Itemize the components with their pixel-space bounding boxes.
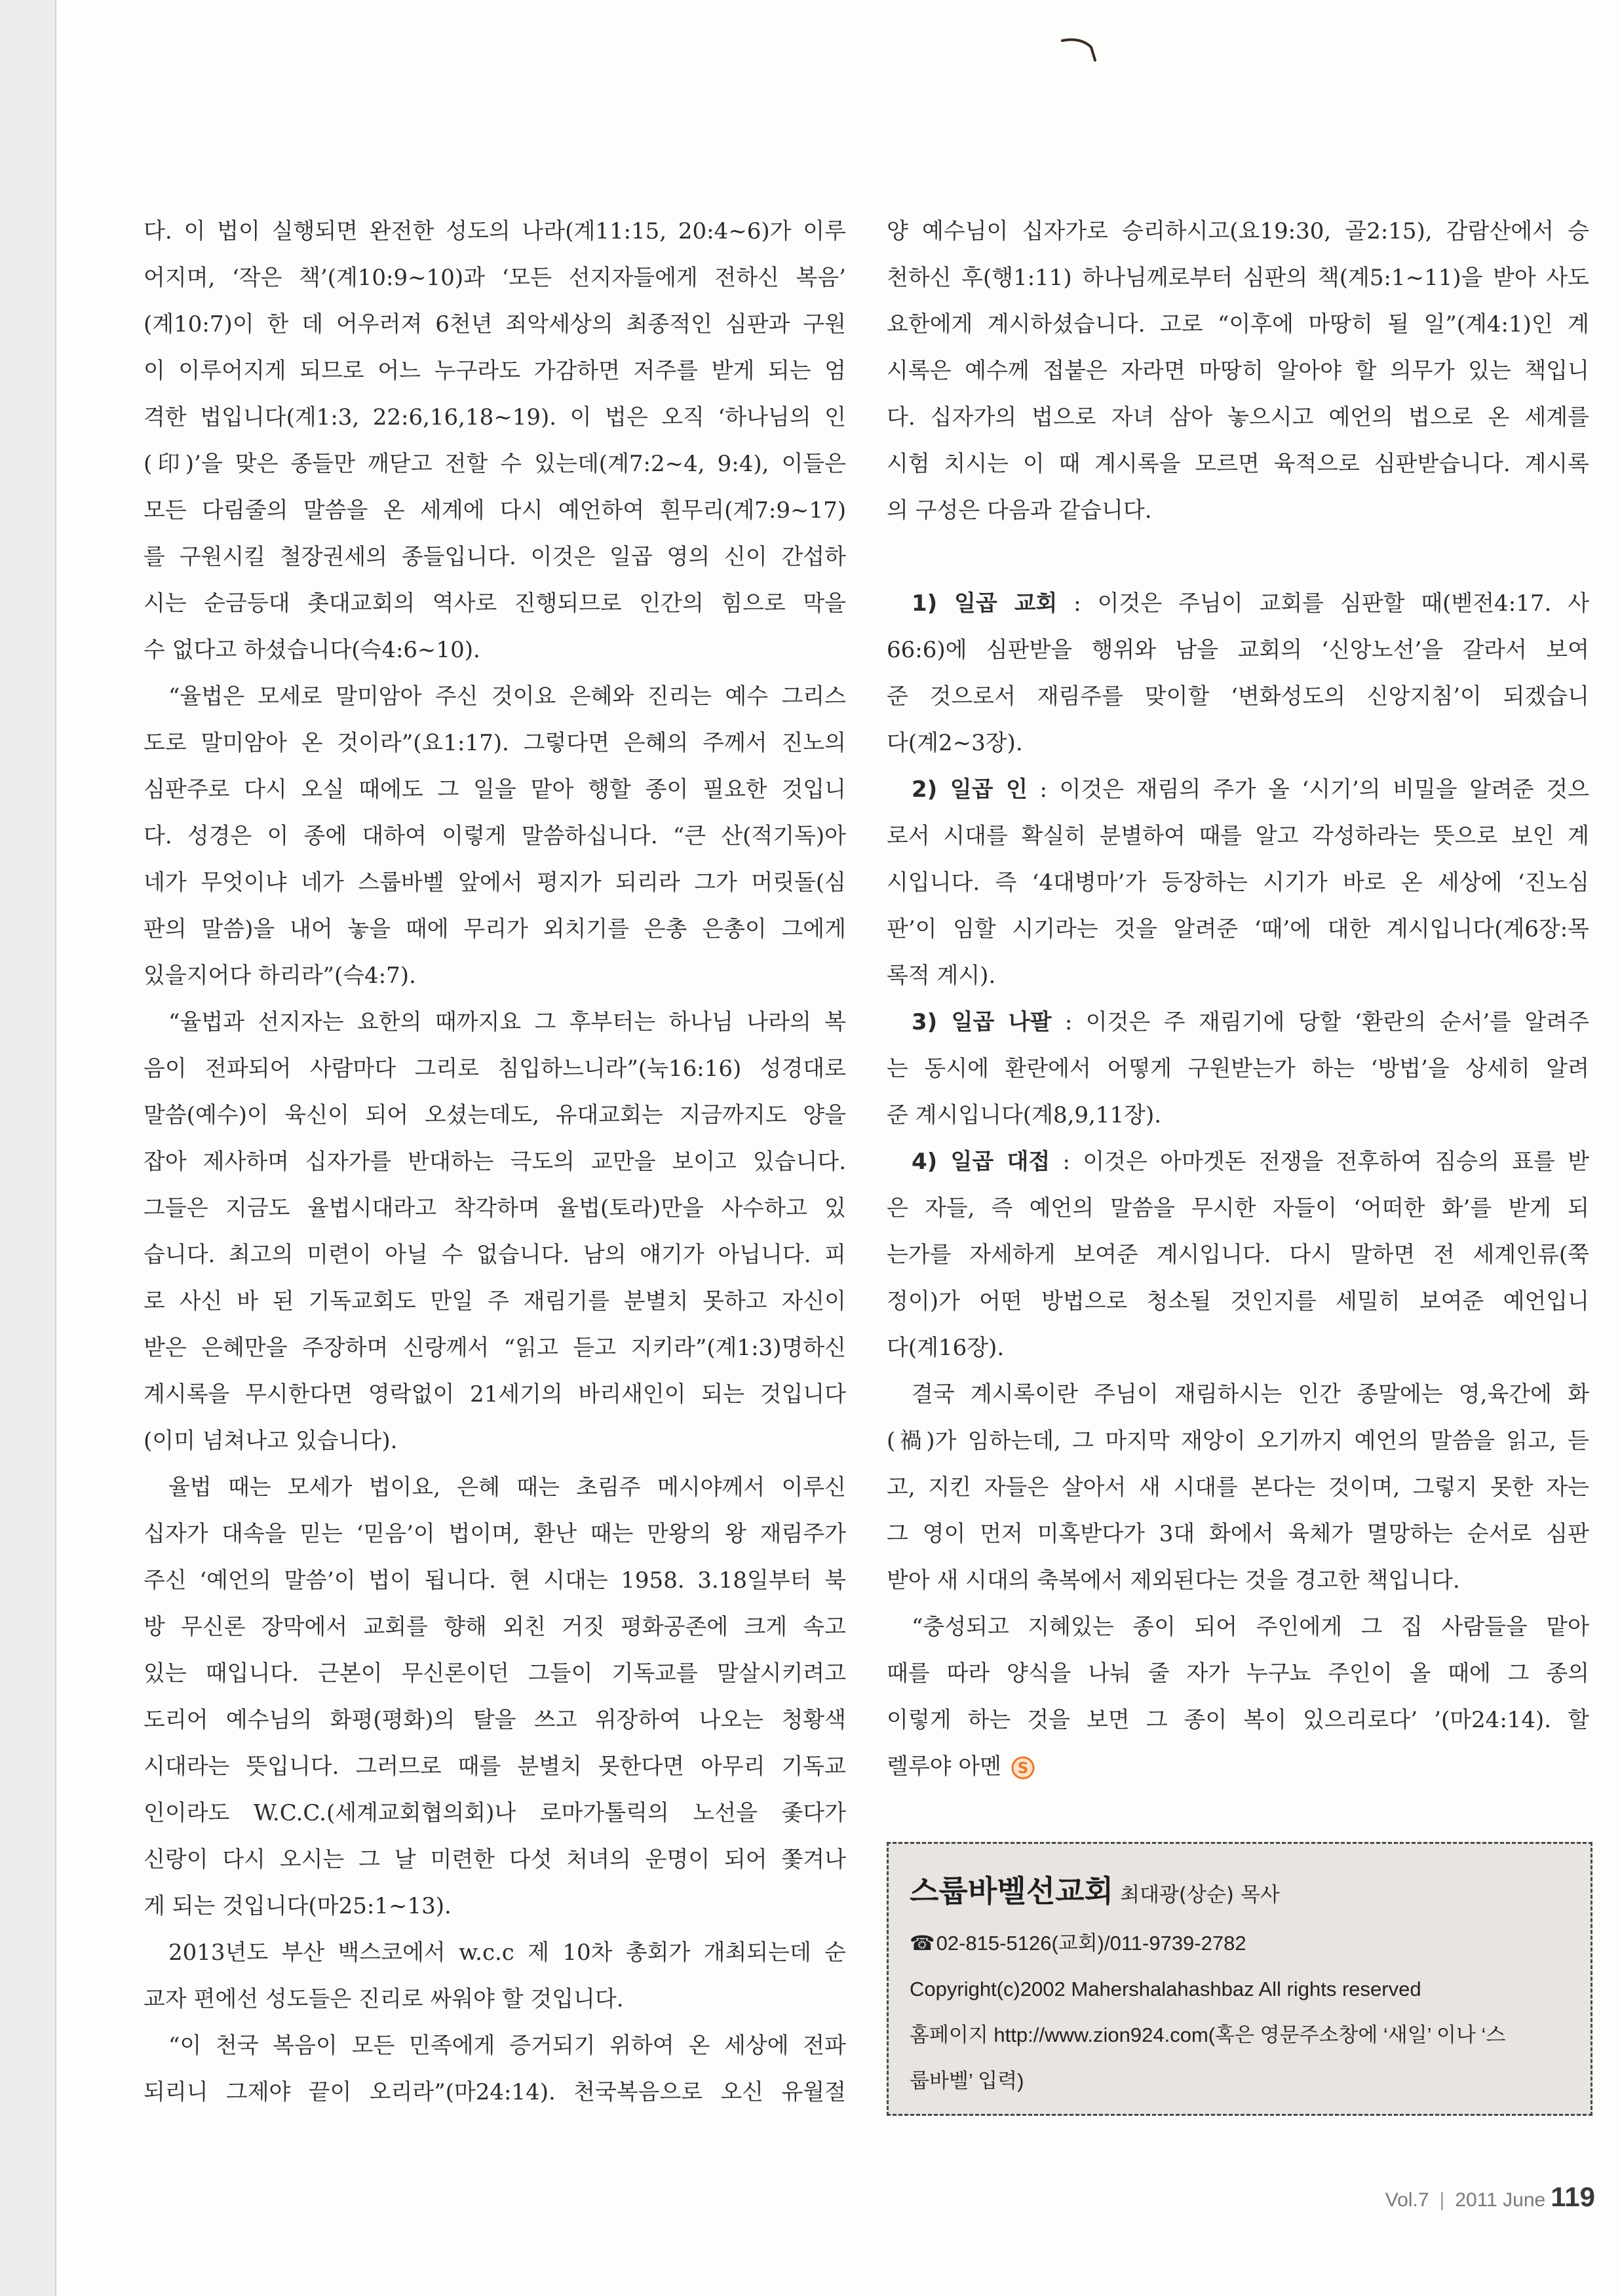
text-line xyxy=(144,1371,846,1418)
line-text: 주신 ‘예언의 말씀’이 법이 됩니다. 현 시대는 1958. 3.18일부터 북 xyxy=(144,1567,846,1594)
text-line xyxy=(144,348,846,394)
text-line xyxy=(887,1697,1589,1744)
homepage-line-continued: 룹바벨’ 입력) xyxy=(910,2069,1024,2092)
item-label: 1) 일곱 교회 xyxy=(912,590,1058,617)
paragraph xyxy=(144,674,846,999)
line-text: 를 구원시킬 철장권세의 종들입니다. 이것은 일곱 영의 신이 간섭하 xyxy=(144,544,846,570)
line-text: 되리니 그제야 끝이 오리라”(마24:14). 천국복음으로 오신 유월절 xyxy=(144,2079,846,2105)
text-line xyxy=(887,999,1589,1046)
text-line xyxy=(887,394,1589,441)
line-text: 다(계2~3장). xyxy=(887,730,1023,756)
line-text: 천하신 후(행1:11) 하나님께로부터 심판의 책(계5:1~11)을 받아 사도 xyxy=(887,265,1589,291)
text-line xyxy=(144,581,846,627)
line-text: 고, 지킨 자들은 살아서 새 시대를 본다는 것이며, 그렇지 못한 자는 xyxy=(887,1474,1589,1501)
text-line xyxy=(887,1418,1589,1464)
line-text: (계10:7)이 한 데 어우러져 6천년 죄악세상의 최종적인 심판과 구원 xyxy=(144,311,846,337)
line-text: 계시록을 무시한다면 영락없이 21세기의 바리새인이 되는 것입니다 xyxy=(144,1381,846,1407)
text-line xyxy=(887,1139,1589,1185)
line-text: 다(계16장). xyxy=(887,1335,1005,1361)
line-text: 시험 치시는 이 때 계시록을 모르면 육적으로 심판받습니다. 계시록 xyxy=(887,451,1589,477)
line-text: 십자가 대속을 믿는 ‘믿음’이 법이며, 환난 때는 만왕의 왕 재림주가 xyxy=(144,1521,846,1547)
text-line xyxy=(887,627,1589,674)
page-fold-mark xyxy=(1058,31,1104,71)
text-line xyxy=(144,208,846,255)
line-text: : 이것은 주님이 교회를 심판할 때(벧전4:17. 사 xyxy=(1057,590,1589,617)
line-text: 인이라도 W.C.C.(세계교회협의회)나 로마가톨릭의 노선을 좇다가 xyxy=(144,1800,846,1826)
text-line xyxy=(144,1511,846,1558)
line-text: 의 구성은 다음과 같습니다. xyxy=(887,497,1152,524)
text-line xyxy=(887,1046,1589,1092)
text-line xyxy=(144,1651,846,1697)
text-line xyxy=(144,1046,846,1092)
text-line xyxy=(887,348,1589,394)
line-text: 66:6)에 심판받을 행위와 남을 교회의 ‘신앙노선’을 갈라서 보여 xyxy=(887,637,1589,663)
line-text: 정이)가 어떤 방법으로 청소될 것인지를 세밀히 보여준 예언입니 xyxy=(887,1288,1589,1314)
text-line xyxy=(144,2069,846,2116)
numbered-item xyxy=(887,581,1589,767)
line-text: : 이것은 아마겟돈 전쟁을 전후하여 짐승의 표를 받 xyxy=(1050,1149,1589,1175)
org-title-line xyxy=(910,1870,1572,1912)
line-text: 다. 이 법이 실행되면 완전한 성도의 나라(계11:15, 20:4~6)가 이루 xyxy=(144,218,846,244)
line-text: 네가 무엇이냐 네가 스룹바벨 앞에서 평지가 되리라 그가 머릿돌(심 xyxy=(144,870,846,896)
homepage-line: 홈페이지 http://www.zion924.com(혹은 영문주소창에 ‘새일’ 이나 ‘스 xyxy=(910,2023,1506,2046)
numbered-item xyxy=(887,1139,1589,1371)
text-line xyxy=(144,627,846,674)
text-line xyxy=(887,1604,1589,1651)
text-line xyxy=(144,2023,846,2069)
line-text: “율법은 모세로 말미암아 주신 것이요 은혜와 진리는 예수 그리스 xyxy=(168,683,846,710)
text-line xyxy=(887,1464,1589,1511)
text-line xyxy=(144,255,846,301)
text-line xyxy=(144,1883,846,1930)
volume-label: Vol.7 xyxy=(1385,2189,1429,2211)
text-line xyxy=(144,1185,846,1232)
text-line xyxy=(887,1232,1589,1278)
text-line xyxy=(144,999,846,1046)
line-text: (이미 넘쳐나고 있습니다). xyxy=(144,1428,398,1454)
pastor-name: 최대광(상순) 목사 xyxy=(1120,1883,1280,1907)
numbered-item xyxy=(887,999,1589,1139)
text-line xyxy=(144,301,846,348)
text-line xyxy=(887,860,1589,906)
text-line xyxy=(144,394,846,441)
text-line xyxy=(887,1558,1589,1604)
line-text: 수 없다고 하셨습니다(슥4:6~10). xyxy=(144,637,480,663)
text-line xyxy=(144,1930,846,1976)
paragraph xyxy=(144,999,846,1464)
line-text: 도리어 예수님의 화평(평화)의 탈을 쓰고 위장하여 나오는 청황색 xyxy=(144,1707,846,1733)
line-text: “율법과 선지자는 요한의 때까지요 그 후부터는 하나님 나라의 복 xyxy=(168,1009,846,1035)
text-line xyxy=(144,1604,846,1651)
line-text: 교자 편에선 성도들은 진리로 싸워야 할 것입니다. xyxy=(144,1986,624,2012)
line-text: 시입니다. 즉 ‘4대병마’가 등장하는 시기가 바로 온 세상에 ‘진노심 xyxy=(887,870,1589,896)
item-label: 3) 일곱 나팔 xyxy=(912,1009,1052,1035)
text-line xyxy=(887,255,1589,301)
line-text: 모든 다림줄의 말씀을 온 세계에 다시 예언하여 흰무리(계7:9~17) xyxy=(144,497,846,524)
line-text: : 이것은 재림의 주가 올 ‘시기’의 비밀을 알려준 것으 xyxy=(1027,776,1589,803)
line-text: 양 예수님이 십자가로 승리하시고(요19:30, 골2:15), 감람산에서 승 xyxy=(887,218,1589,244)
text-line xyxy=(144,441,846,488)
text-line xyxy=(887,767,1589,813)
line-text: 시는 순금등대 촛대교회의 역사로 진행되므로 인간의 힘으로 막을 xyxy=(144,590,846,617)
copyright-line: Copyright(c)2002 Mahershalahashbaz All rights reserved xyxy=(910,1978,1421,2000)
text-line xyxy=(144,1092,846,1139)
paragraph xyxy=(144,2023,846,2116)
phone-line xyxy=(910,1921,1572,1966)
text-line xyxy=(887,208,1589,255)
text-line xyxy=(144,720,846,767)
text-line xyxy=(144,1325,846,1371)
text-line xyxy=(887,581,1589,627)
line-text: 이 이루어지게 되므로 어느 누구라도 가감하면 저주를 받게 되는 엄 xyxy=(144,358,846,384)
line-text: 말씀(예수)이 육신이 되어 오셨는데도, 유대교회는 지금까지도 양을 xyxy=(144,1102,846,1128)
line-text: : 이것은 주 재림기에 당할 ‘환란의 순서’를 알려주 xyxy=(1051,1009,1589,1035)
text-line xyxy=(887,1185,1589,1232)
line-text: “이 천국 복음이 모든 민족에게 증거되기 위하여 온 세상에 전파 xyxy=(168,2033,846,2059)
line-text: 결국 계시록이란 주님이 재림하시는 인간 종말에는 영,육간에 화 xyxy=(912,1381,1589,1407)
line-text: 게 되는 것입니다(마25:1~13). xyxy=(144,1893,452,1919)
text-line xyxy=(887,953,1589,999)
line-text: 준 것으로서 재림주를 맞이할 ‘변화성도의 신앙지침’이 되겠습니 xyxy=(887,683,1589,710)
line-text: 있는 때입니다. 근본이 무신론이던 그들이 기독교를 말살시키려고 xyxy=(144,1660,846,1687)
text-line xyxy=(887,1511,1589,1558)
line-text: 2013년도 부산 백스코에서 w.c.c 제 10차 총회가 개최되는데 순 xyxy=(168,1940,846,1966)
paragraph xyxy=(887,1604,1589,1790)
line-text: 요한에게 계시하셨습니다. 고로 “이후에 마땅히 될 일”(계4:1)인 계 xyxy=(887,311,1589,337)
line-text: 는 동시에 환란에서 어떻게 구원받는가 하는 ‘방법’을 상세히 알려 xyxy=(887,1056,1589,1082)
text-line xyxy=(887,674,1589,720)
paragraph xyxy=(887,1371,1589,1604)
text-line xyxy=(887,1651,1589,1697)
line-text: 로서 시대를 확실히 분별하여 때를 알고 각성하라는 뜻으로 보인 계 xyxy=(887,823,1589,849)
item-label: 2) 일곱 인 xyxy=(912,776,1028,803)
s-logo-icon xyxy=(1011,1755,1035,1780)
line-text: 음이 전파되어 사람마다 그리로 침입하느니라”(눅16:16) 성경대로 xyxy=(144,1056,846,1082)
line-text: 판’이 임할 시기라는 것을 알려준 ‘때’에 대한 계시입니다(계6장:목 xyxy=(887,916,1589,942)
text-line xyxy=(887,720,1589,767)
text-line xyxy=(144,1837,846,1883)
text-line xyxy=(144,488,846,534)
text-line xyxy=(144,860,846,906)
footer-separator: | xyxy=(1439,2189,1445,2211)
line-text: 방 무신론 장막에서 교회를 향해 외친 거짓 평화공존에 크게 속고 xyxy=(144,1614,846,1640)
line-text: 받은 은혜만을 주장하며 신랑께서 “읽고 듣고 지키라”(계1:3)명하신 xyxy=(144,1335,846,1361)
text-line xyxy=(887,1325,1589,1371)
phone-icon: ☎ xyxy=(910,1932,935,1955)
numbered-item xyxy=(887,767,1589,999)
article-left-column xyxy=(144,208,846,2116)
issue-date: 2011 June xyxy=(1455,2189,1546,2211)
line-text: “충성되고 지혜있는 종이 되어 주인에게 그 집 사람들을 맡아 xyxy=(912,1614,1589,1640)
text-line xyxy=(144,1418,846,1464)
text-line xyxy=(887,1744,1589,1790)
text-line xyxy=(144,767,846,813)
text-line xyxy=(144,813,846,860)
page-number: 119 xyxy=(1551,2181,1595,2212)
line-text: 신랑이 다시 오시는 그 날 미련한 다섯 처녀의 운명이 되어 쫓겨나 xyxy=(144,1846,846,1873)
line-text: 시록은 예수께 접붙은 자라면 마땅히 알아야 할 의무가 있는 책입니 xyxy=(887,358,1589,384)
line-text: 격한 법입니다(계1:3, 22:6,16,18~19). 이 법은 오직 ‘하나님의 인 xyxy=(144,404,846,430)
scan-edge xyxy=(0,0,56,2296)
line-text: 렐루야 아멘 xyxy=(887,1753,1002,1780)
text-line xyxy=(887,813,1589,860)
line-text: 준 계시입니다(계8,9,11장). xyxy=(887,1102,1162,1128)
line-text: 다. 십자가의 법으로 자녀 삼아 놓으시고 예언의 법으로 온 세계를 xyxy=(887,404,1589,430)
line-text: 로 사신 바 된 기독교회도 만일 주 재림기를 분별치 못하고 자신이 xyxy=(144,1288,846,1314)
paragraph xyxy=(144,1464,846,1930)
line-text: 도로 말미암아 온 것이라”(요1:17). 그렇다면 은혜의 주께서 진노의 xyxy=(144,730,846,756)
line-text: 다. 성경은 이 종에 대하여 이렇게 말씀하십니다. “큰 산(적기독)아 xyxy=(144,823,846,849)
line-text: 잡아 제사하며 십자가를 반대하는 극도의 교만을 보이고 있습니다. xyxy=(144,1149,846,1175)
text-line xyxy=(144,1697,846,1744)
text-line xyxy=(144,953,846,999)
text-line xyxy=(887,301,1589,348)
line-text: 받아 새 시대의 축복에서 제외된다는 것을 경고한 책입니다. xyxy=(887,1567,1460,1594)
phone-numbers: 02-815-5126(교회)/011-9739-2782 xyxy=(936,1932,1246,1955)
text-line xyxy=(887,441,1589,488)
paragraph xyxy=(887,208,1589,534)
text-line xyxy=(144,534,846,581)
line-text: 습니다. 최고의 미련이 아닐 수 없습니다. 남의 얘기가 아닙니다. 피 xyxy=(144,1242,846,1268)
line-text: 그 영이 먼저 미혹받다가 3대 화에서 육체가 멸망하는 순서로 심판 xyxy=(887,1521,1589,1547)
text-line xyxy=(887,906,1589,953)
text-line xyxy=(144,906,846,953)
text-line xyxy=(144,1464,846,1511)
text-line xyxy=(144,1139,846,1185)
line-text: 때를 따라 양식을 나눠 줄 자가 누구뇨 주인이 올 때에 그 종의 xyxy=(887,1660,1589,1687)
text-line xyxy=(887,488,1589,534)
article-right-column xyxy=(887,208,1589,1790)
line-text: 율법 때는 모세가 법이요, 은혜 때는 초림주 메시야께서 이루신 xyxy=(168,1474,846,1501)
text-line xyxy=(144,1278,846,1325)
line-text: 그들은 지금도 율법시대라고 착각하며 율법(토라)만을 사수하고 있 xyxy=(144,1195,846,1221)
text-line xyxy=(144,1232,846,1278)
page-footer xyxy=(1385,2174,1595,2220)
line-text: (禍)가 임하는데, 그 마지막 재앙이 오기까지 예언의 말씀을 읽고, 듣 xyxy=(887,1428,1589,1454)
text-line xyxy=(144,1744,846,1790)
text-line xyxy=(887,1092,1589,1139)
s-logo-letter: S xyxy=(1017,1760,1029,1777)
line-text: 이렇게 하는 것을 보면 그 종이 복이 있으리로다’ ’(마24:14). 할 xyxy=(887,1707,1589,1733)
line-text: 판의 말씀)을 내어 놓을 때에 무리가 외치기를 은총 은총이 그에게 xyxy=(144,916,846,942)
text-line xyxy=(887,1371,1589,1418)
text-line xyxy=(144,1790,846,1837)
org-name: 스룹바벨선교회 xyxy=(910,1873,1114,1909)
line-text: 있을지어다 하리라”(슥4:7). xyxy=(144,963,416,989)
line-text: 은 자들, 즉 예언의 말씀을 무시한 자들이 ‘어떠한 화’를 받게 되 xyxy=(887,1195,1589,1221)
contact-info-box xyxy=(887,1842,1592,2116)
line-text: 어지며, ‘작은 책’(계10:9~10)과 ‘모든 선지자들에게 전하신 복음’ xyxy=(144,265,846,291)
text-line xyxy=(144,1976,846,2023)
item-label: 4) 일곱 대접 xyxy=(912,1149,1051,1175)
paragraph xyxy=(144,1930,846,2023)
line-text: 시대라는 뜻입니다. 그러므로 때를 분별치 못한다면 아무리 기독교 xyxy=(144,1753,846,1780)
line-text: 심판주로 다시 오실 때에도 그 일을 맡아 행할 종이 필요한 것입니 xyxy=(144,776,846,803)
line-text: 는가를 자세하게 보여준 계시입니다. 다시 말하면 전 세계인류(쭉 xyxy=(887,1242,1589,1268)
paragraph xyxy=(144,208,846,674)
text-line xyxy=(887,1278,1589,1325)
text-line xyxy=(144,1558,846,1604)
line-text: (印)’을 맞은 종들만 깨닫고 전할 수 있는데(계7:2~4, 9:4), 이들은 xyxy=(144,451,846,477)
line-text: 록적 계시). xyxy=(887,963,996,989)
text-line xyxy=(144,674,846,720)
